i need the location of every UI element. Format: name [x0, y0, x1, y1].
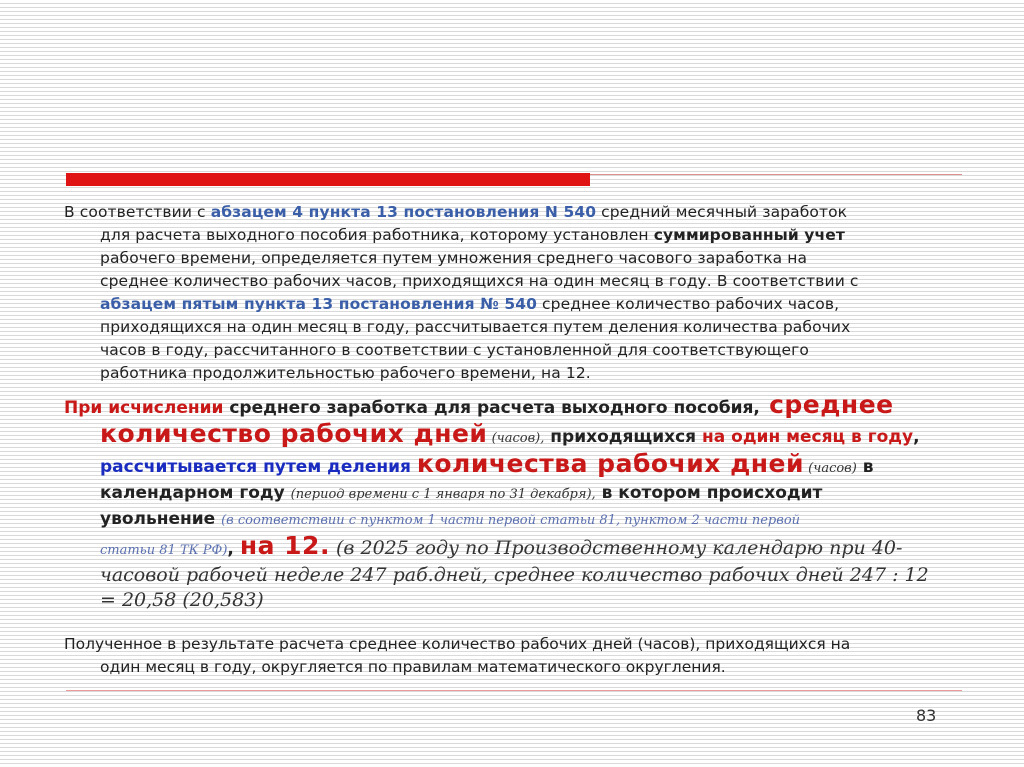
p2-reference-text: статьи 81 ТК РФ) — [100, 543, 228, 558]
p2-big-red-text: количество рабочих дней — [100, 419, 488, 448]
p2-reference-text: (в соответствии с пунктом 1 части первой статьи 81, пунктом 2 части первой — [221, 513, 801, 528]
p2-text: календарном году — [100, 483, 291, 503]
p1-line-5 — [64, 293, 972, 316]
paragraph-1 — [64, 201, 972, 385]
p1-line-8: работника продолжительностью рабочего времени, на 12. — [100, 364, 591, 382]
p2-navy-text: рассчитывается путем деления — [100, 457, 417, 477]
p1-line-3: рабочего времени, определяется путем умножения среднего часового заработка на — [100, 249, 808, 267]
top-divider — [590, 174, 962, 175]
p2-text: в — [856, 457, 874, 477]
p2-italic-text: (период времени с 1 января по 31 декабря), — [290, 487, 596, 502]
p1-text: для расчета выходного пособия работника, которому установлен — [100, 226, 654, 244]
p2-text: среднего заработка для расчета выходного пособия, — [223, 398, 760, 418]
p2-text: увольнение — [100, 509, 222, 529]
p2-big-red-text: количества рабочих дней — [416, 449, 805, 478]
p2-line-6 — [64, 533, 994, 563]
p2-line-3 — [64, 451, 994, 481]
p1-text: средний месячный заработок — [596, 203, 848, 221]
p2-line-4 — [64, 481, 994, 507]
p2-line-5 — [64, 507, 994, 533]
link-abzac-4[interactable]: абзацем 4 пункта 13 постановления N 540 — [210, 203, 597, 221]
p1-line-6: приходящихся на один месяц в году, рассчитывается путем деления количества рабочих — [100, 318, 851, 336]
p2-serif-text: (в 2025 году по Производственному календарю при 40- — [329, 537, 903, 559]
paragraph-2 — [64, 392, 994, 613]
p1-line-1 — [64, 201, 972, 224]
p1-line-4: среднее количество рабочих часов, приходящихся на один месяц в году. В соответствии с — [100, 272, 859, 290]
link-abzac-5[interactable]: абзацем пятым пункта 13 постановления № 540 — [100, 295, 538, 313]
paragraph-3 — [64, 633, 994, 679]
p2-text: в котором происходит — [595, 483, 823, 503]
p3-line-2: один месяц в году, округляется по правилам математического округления. — [100, 658, 726, 676]
p1-bold-text: суммированный учет — [653, 226, 845, 244]
p2-line-1 — [64, 392, 994, 421]
p2-red-text: При исчислении — [64, 398, 224, 418]
p1-text: среднее количество рабочих часов, — [537, 295, 840, 313]
p2-big-red-text: среднее — [759, 390, 894, 419]
p2-line-2 — [64, 421, 994, 451]
p2-big-red-text: на 12. — [239, 531, 330, 560]
p2-text: , — [913, 427, 920, 447]
p2-text: , — [227, 539, 240, 559]
red-accent-bar — [66, 173, 590, 186]
bottom-divider — [66, 690, 962, 691]
p3-line-1: Полученное в результате расчета среднее количество рабочих дней (часов), приходящихся на — [64, 635, 851, 653]
p2-red-text: на один месяц в году — [702, 427, 914, 447]
p2-italic-text: (часов), — [487, 431, 545, 446]
p2-italic-text: (часов) — [804, 461, 857, 476]
p2-line-7: часовой рабочей неделе 247 раб.дней, среднее количество рабочих дней 247 : 12 — [100, 564, 929, 586]
p1-line-7: часов в году, рассчитанного в соответствии с установленной для соответствующего — [100, 341, 809, 359]
p1-line-2 — [64, 224, 972, 247]
page-number: 83 — [916, 706, 937, 725]
p1-text: В соответствии с — [64, 203, 211, 221]
p2-line-8: = 20,58 (20,583) — [100, 589, 264, 611]
p2-text: приходящихся — [544, 427, 702, 447]
